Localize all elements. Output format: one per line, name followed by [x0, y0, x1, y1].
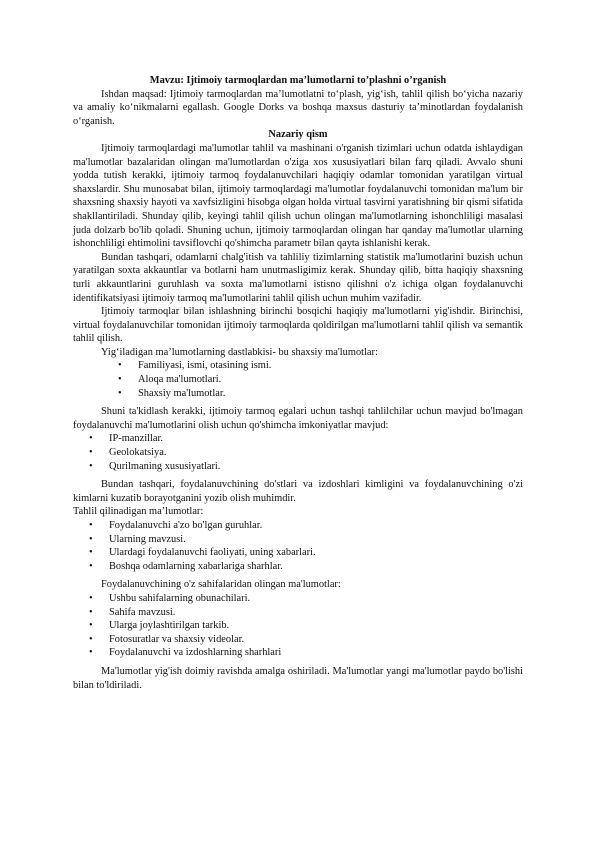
personal-data-list — [73, 359, 523, 400]
paragraph-5: Shuni ta'kidlash kerakki, ijtimoiy tarmoq egalari uchun tashqi tahlilchilar uchun mavjud bo'lmagan foydalanuvchi ma'lumotlarini olish uchun qo'shimcha imkoniyatlar mavjud: — [73, 406, 523, 431]
bullet-icon: • — [118, 387, 122, 399]
list-item: • Familiyasi, ismi, otasining ismi. — [118, 360, 272, 372]
list-item: • Geolokatsiya. — [89, 447, 167, 459]
paragraph-7: Tahlil qilinadigan ma’lumotlar: — [73, 506, 204, 518]
list-item: • Boshqa odamlarning xabarlariga sharhlar. — [89, 560, 283, 572]
bullet-icon: • — [89, 620, 93, 632]
bullet-icon: • — [89, 547, 93, 559]
bullet-icon: • — [89, 592, 93, 604]
paragraph-2: Bundan tashqari, odamlarni chalg'itish va tahliliy tizimlarning statistik ma'lumotlarini buzish uchun yaratilgan soxta akkauntlar va botlarni ham unutmasligimiz kerak. Shunday qilib, bitta haqiqiy shaxsning turli akkauntlarini guruhlash va soxta ma'lumotlarni istisno qilishni o'z ichiga olgan foydalanuvchi identifikatsiyasi ijtimoiy tarmoq ma'lumotlarini tahlil qilish uchun muhim vazifadir. — [73, 251, 523, 304]
paragraph-1: Ijtimoiy tarmoqlardagi ma'lumotlar tahlil va mashinani o'rganish tizimlari uchun odatda ishlaydigan ma'lumotlar bazalaridan olingan ma'lumotlardan o'ziga xos xususiyatlari bilan farq qiladi. Avvalo shuni yodda tutish kerakki, ijtimoiy tarmoq foydalanuvchilari haqiqiy odamlar tomonidan yaratilgan virtual shaxslardir. Shu munosabat bilan, ijtimoiy tarmoqlardagi ma'lumotlar foydalanuvchi tomonidan ma'lum bir shaxsning shaxsiy hayoti va xavfsizligini hisobga olgan holda virtual tasvirni yaratishning bir qismi sifatida shakllantiriladi. Shunday qilib, keyingi tahlil qilish uchun olingan ma'lumotlarning ishonchliligi masalasi juda dolzarb bo'lib qoladi. Shuning uchun, ijtimoiy tarmoqlardan olingan har qanday ma'lumotlar ularning ishonchliligi ehtimolini tavsiflovchi qo'shimcha parametr bilan qayta ishlanishi kerak. — [73, 142, 523, 250]
paragraph-6: Bundan tashqari, foydalanuvchining do'stlari va izdoshlari kimligini va foydalanuvchining o'zi kimlarni kuzatib borayotganini yozib olish muhimdir. — [73, 479, 523, 504]
paragraph-8: Foydalanuvchining o'z sahifalaridan olingan ma'lumotlar: — [101, 579, 341, 591]
list-item: • IP-manzillar. — [89, 433, 163, 445]
list-item: • Ularga joylashtirilgan tarkib. — [89, 620, 230, 632]
list-item: • Ulardagi foydalanuvchi faoliyati, uning xabarlari. — [89, 547, 316, 559]
bullet-icon: • — [118, 360, 122, 372]
list-item: • Fotosuratlar va shaxsiy videolar. — [89, 633, 245, 645]
list-item: • Shaxsiy ma'lumotlar. — [118, 387, 226, 399]
paragraph-9: Ma'lumotlar yig'ish doimiy ravishda amalga oshiriladi. Ma'lumotlar yangi ma'lumotlar paydo bo'lishi bilan to'ldiriladi. — [73, 665, 523, 691]
paragraph-4: Yig‘iladigan ma’lumotlarning dastlabkisi- bu shaxsiy ma'lumotlar: — [101, 346, 378, 358]
list-item: • Ularning mavzusi. — [89, 533, 186, 545]
analyzed-data-list — [73, 519, 523, 573]
bullet-icon: • — [118, 374, 122, 386]
bullet-icon: • — [89, 606, 93, 618]
list-item: • Ushbu sahifalarning obunachilari. — [89, 592, 251, 604]
list-item: • Qurilmaning xususiyatlari. — [89, 460, 221, 472]
paragraph-3: Ijtimoiy tarmoqlar bilan ishlashning birinchi bosqichi haqiqiy ma'lumotlarni yig'ishdir. Birinchisi, virtual foydalanuvchilar tomonidan ijtimoiy tarmoqlarda qoldirilgan ma'lumotlarni tahlil qilish va semantik tahlil qilish. — [73, 306, 523, 345]
bullet-icon: • — [89, 433, 93, 445]
bullet-icon: • — [89, 460, 93, 472]
section-title: Nazariy qism — [268, 129, 328, 141]
own-pages-list — [73, 592, 523, 660]
list-item: • Aloqa ma'lumotlari. — [118, 374, 222, 386]
bullet-icon: • — [89, 520, 93, 531]
bullet-icon: • — [89, 533, 93, 545]
list-item: • Foydalanuvchi a'zo bo'lgan guruhlar. — [89, 520, 263, 531]
bullet-icon: • — [89, 633, 93, 645]
goal-paragraph: Ishdan maqsad: Ijtimoiy tarmoqlardan ma’lumotlatni to‘plash, yig‘ish, tahlil qilish bo‘yicha nazariy va amaliy ko‘nikmalarni egallash. Google Dorks va boshqa maxsus dasturiy ta’minotlardan foydalanish o‘rganish. — [73, 88, 523, 127]
bullet-icon: • — [89, 560, 93, 572]
document-title: Mavzu: Ijtimoiy tarmoqlardan ma’lumotlarni to’plashni o’rganish — [149, 75, 447, 86]
bullet-icon: • — [89, 447, 93, 459]
bullet-icon: • — [89, 647, 93, 659]
list-item: • Sahifa mavzusi. — [89, 606, 176, 618]
list-item: • Foydalanuvchi va izdoshlarning sharhlari — [89, 647, 282, 659]
extra-data-list — [73, 432, 523, 473]
